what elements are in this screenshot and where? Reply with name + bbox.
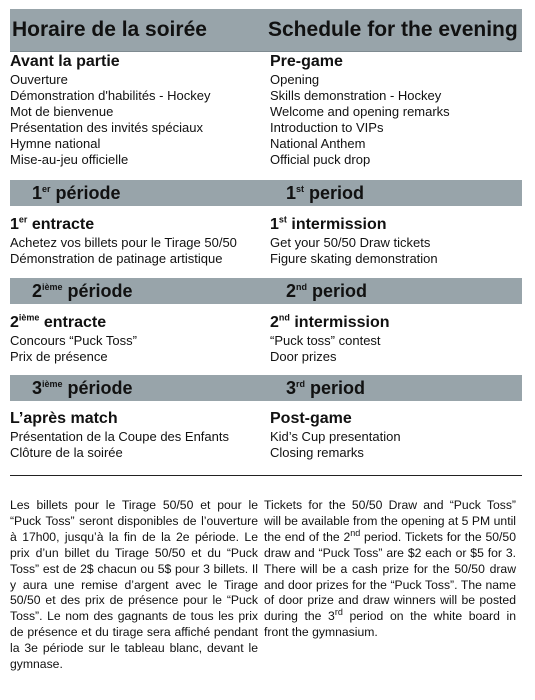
postgame-en bbox=[266, 410, 522, 461]
postgame-fr bbox=[10, 410, 266, 461]
period-2-bar bbox=[10, 278, 522, 304]
list-item: National Anthem bbox=[270, 136, 366, 151]
list-item: Démonstration de patinage artistique bbox=[10, 251, 223, 266]
period-2-fr: 2ième période bbox=[32, 280, 133, 301]
pregame-heading-fr: Avant la partie bbox=[10, 53, 120, 70]
list-item: Hymne national bbox=[10, 136, 101, 151]
list-item: Démonstration d'habilités - Hockey bbox=[10, 88, 211, 103]
period-1-en: 1st period bbox=[286, 182, 365, 203]
list-item: Skills demonstration - Hockey bbox=[270, 88, 442, 103]
list-item: Concours “Puck Toss” bbox=[10, 333, 137, 348]
title-en: Schedule for the evening bbox=[268, 18, 518, 41]
list-item: Door prizes bbox=[270, 349, 337, 364]
list-item: Mise-au-jeu officielle bbox=[10, 152, 129, 167]
period-2-en: 2nd period bbox=[286, 280, 368, 301]
period-3-en: 3rd period bbox=[286, 377, 366, 398]
intermission-1-heading-en: 1st intermission bbox=[270, 214, 387, 233]
list-item: Get your 50/50 Draw tickets bbox=[270, 235, 431, 250]
title-bar bbox=[10, 9, 522, 52]
list-item: Présentation des invités spéciaux bbox=[10, 120, 203, 135]
postgame-heading-fr: L’après match bbox=[10, 410, 118, 427]
intermission-1-en bbox=[266, 216, 522, 267]
list-item: Opening bbox=[270, 72, 320, 87]
notes-fr: Les billets pour le Tirage 50/50 et pour le “Puck Toss” seront disponibles de l’ouverture à 17h00, jusqu’à la fin de la 2e période. Le prix d’un billet du Tirage 50/50 et du “Puck Toss” est de 2$ chacun ou 5$ pour 3 billets. Il y aura une remise d’argent avec le Tirage 50/50 et des prix de présence pour le “Puck Toss”. Le nom des gagnants de tous les prix de présence et du tirage sera affiché pendant la 3e période sur le tableau blanc, devant le gymnase. bbox=[10, 498, 258, 672]
postgame-section bbox=[10, 410, 522, 461]
pregame-heading-en: Pre-game bbox=[270, 53, 343, 70]
list-item: Achetez vos billets pour le Tirage 50/50 bbox=[10, 235, 237, 250]
pregame-section bbox=[10, 53, 522, 168]
list-item: “Puck toss” contest bbox=[270, 333, 381, 348]
intermission-2-heading-en: 2nd intermission bbox=[270, 312, 390, 331]
section-divider bbox=[10, 475, 522, 476]
list-item: Figure skating demonstration bbox=[270, 251, 438, 266]
list-item: Mot de bienvenue bbox=[10, 104, 114, 119]
period-3-fr: 3ième période bbox=[32, 377, 133, 398]
list-item: Closing remarks bbox=[270, 445, 364, 460]
period-3-bar bbox=[10, 375, 522, 401]
title-fr: Horaire de la soirée bbox=[12, 18, 207, 41]
notes-en: Tickets for the 50/50 Draw and “Puck Toss” will be available from the opening at 5 PM until the end of the 2nd period. Tickets for the 50/50 draw and “Puck Toss” are $2 each or $5 for 3. There will be a cash prize for the 50/50 draw and door prizes for the “Puck Toss”. The name of door prize and draw winners will be posted during the 3rd period on the white board in front the gymnasium. bbox=[264, 498, 516, 640]
intermission-2-en bbox=[266, 314, 522, 365]
list-item: Clôture de la soirée bbox=[10, 445, 123, 460]
intermission-1-heading-fr: 1er entracte bbox=[10, 214, 95, 233]
list-item: Welcome and opening remarks bbox=[270, 104, 450, 119]
list-item: Ouverture bbox=[10, 72, 68, 87]
period-1-bar bbox=[10, 180, 522, 206]
postgame-heading-en: Post-game bbox=[270, 410, 352, 427]
list-item: Official puck drop bbox=[270, 152, 371, 167]
list-item: Présentation de la Coupe des Enfants bbox=[10, 429, 229, 444]
list-item: Prix de présence bbox=[10, 349, 108, 364]
intermission-1-section bbox=[10, 216, 522, 267]
intermission-1-fr bbox=[10, 216, 266, 267]
period-1-fr: 1er période bbox=[32, 182, 121, 203]
list-item: Introduction to VIPs bbox=[270, 120, 384, 135]
pregame-fr bbox=[10, 53, 266, 168]
list-item: Kid’s Cup presentation bbox=[270, 429, 401, 444]
pregame-en bbox=[266, 53, 522, 168]
intermission-2-section bbox=[10, 314, 522, 365]
intermission-2-fr bbox=[10, 314, 266, 365]
intermission-2-heading-fr: 2ième entracte bbox=[10, 312, 107, 331]
